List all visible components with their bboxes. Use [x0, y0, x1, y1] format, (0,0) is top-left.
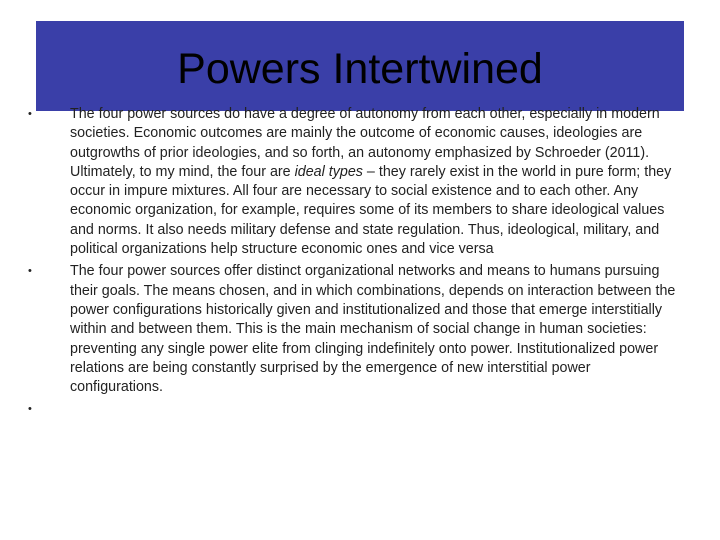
bullet-item-1	[28, 105, 678, 259]
bullet-text	[70, 106, 671, 257]
bullet-marker: •	[28, 265, 32, 278]
bullet-text	[70, 401, 74, 417]
bullet-emphasis: ideal types	[294, 163, 363, 180]
bullet-item-2	[28, 262, 678, 397]
bullet-marker: •	[28, 403, 32, 416]
bullet-item-3	[28, 400, 678, 419]
bullet-text-part: The four power sources do have a degree of autonomy from each other, especially in modern societies. Economic outcomes are mainly the outcome of economic causes, ideologies are outgrowths of prior ideologies, and so forth, an autonomy emphasized by Schroeder (2011). Ultimately, to my mind, the four are	[70, 106, 660, 180]
bullet-text-part: – they rarely exist in the world in pure form; they occur in impure mixtures. All four are necessary to social existence and to each other. Any economic organization, for example, requires some of its members to share ideological values and norms. It also needs military defense and state regulation. Thus, ideological, military, and political organizations help structure economic ones and vice versa	[70, 163, 672, 258]
slide-title: Powers Intertwined	[177, 45, 543, 93]
bullet-list	[28, 105, 678, 423]
bullet-text: The four power sources offer distinct organizational networks and means to humans pursuing their goals. The means chosen, and in which combinations, depends on interaction between the power configurations historically given and institutionalized and those that emerge interstitially within and between them. This is the main mechanism of social change in human societies: preventing any single power elite from clinging indefinitely onto power. Institutionalized power relations are being constantly surprised by the emergence of new interstitial power configurations.	[70, 263, 676, 396]
bullet-marker: •	[28, 108, 32, 120]
